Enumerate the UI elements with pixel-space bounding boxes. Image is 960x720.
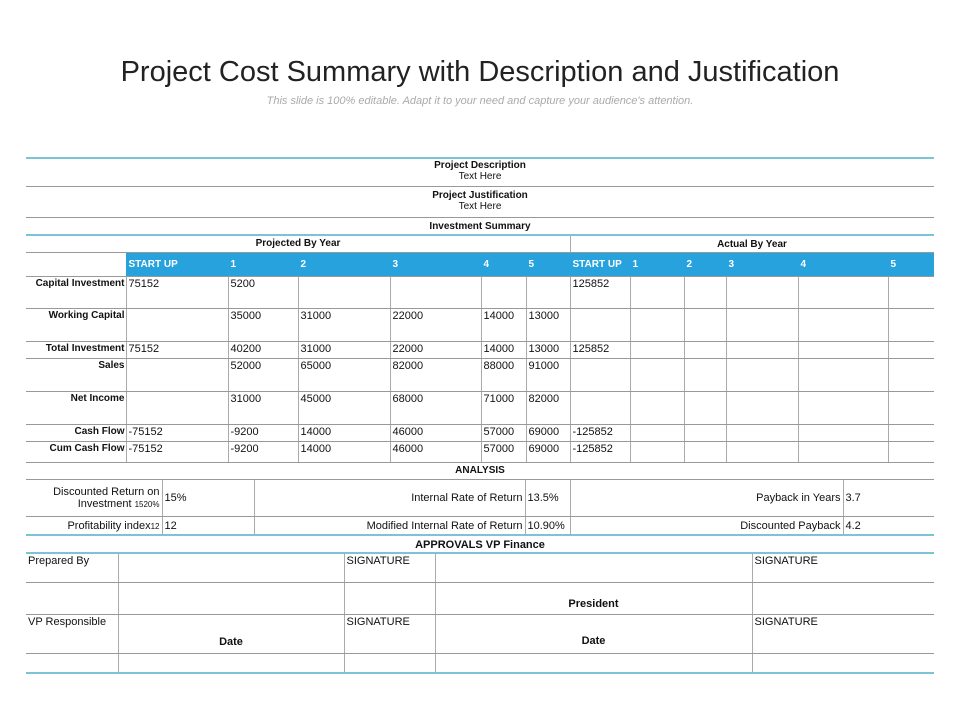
table-cell[interactable]: 69000	[526, 441, 570, 462]
table-cell[interactable]	[726, 341, 798, 358]
investment-summary-heading: Investment Summary	[429, 221, 531, 232]
prepared-by-label: Prepared By	[26, 554, 118, 582]
column-header: START UP	[126, 253, 228, 276]
divider	[570, 236, 571, 253]
pi-label: Profitability index12	[26, 516, 162, 535]
signature-label: SIGNATURE	[752, 554, 934, 582]
justification-label: Project Justification	[432, 190, 528, 201]
table-cell[interactable]	[526, 276, 570, 308]
table-cell[interactable]	[684, 441, 726, 462]
signature-field[interactable]	[435, 554, 752, 582]
table-cell[interactable]	[798, 441, 888, 462]
table-cell[interactable]: 31000	[298, 308, 390, 341]
actual-heading: Actual By Year	[717, 239, 787, 250]
signature-label: SIGNATURE	[344, 554, 435, 582]
table-cell[interactable]: 13000	[526, 341, 570, 358]
table-cell[interactable]: 91000	[526, 358, 570, 391]
column-header: 3	[390, 253, 481, 276]
blank-cell	[752, 582, 934, 614]
table-cell[interactable]	[298, 276, 390, 308]
projected-heading: Projected By Year	[255, 238, 341, 249]
description-label: Project Description	[434, 160, 526, 171]
table-cell[interactable]: 75152	[126, 276, 228, 308]
column-header: 2	[298, 253, 390, 276]
table-cell[interactable]: 125852	[570, 341, 630, 358]
table-cell[interactable]	[726, 276, 798, 308]
column-header: 4	[798, 253, 888, 276]
table-cell[interactable]	[726, 358, 798, 391]
table-cell[interactable]	[888, 308, 934, 341]
table-cell[interactable]: 35000	[228, 308, 298, 341]
table-cell[interactable]	[798, 276, 888, 308]
table-cell[interactable]	[630, 441, 684, 462]
row-label: Cum Cash Flow	[26, 441, 126, 462]
table-cell[interactable]	[726, 308, 798, 341]
table-cell[interactable]: 71000	[481, 391, 526, 424]
row-label: Sales	[26, 358, 126, 391]
table-cell[interactable]	[630, 358, 684, 391]
column-header: 5	[526, 253, 570, 276]
table-cell[interactable]	[630, 424, 684, 441]
table-cell[interactable]: 68000	[390, 391, 481, 424]
table-cell[interactable]: 14000	[481, 341, 526, 358]
table-cell[interactable]: 57000	[481, 441, 526, 462]
table-row	[26, 308, 934, 341]
table-cell[interactable]	[888, 424, 934, 441]
table-cell[interactable]: 88000	[481, 358, 526, 391]
blank-cell	[344, 582, 435, 614]
table-cell[interactable]	[726, 391, 798, 424]
table-cell[interactable]: 5200	[228, 276, 298, 308]
table-cell[interactable]	[390, 276, 481, 308]
table-cell[interactable]	[630, 276, 684, 308]
table-row	[26, 441, 934, 462]
project-justification	[26, 190, 934, 212]
table-cell[interactable]: 14000	[481, 308, 526, 341]
divider	[26, 672, 934, 674]
payback-value[interactable]: 3.7	[843, 480, 934, 516]
column-header: 5	[888, 253, 934, 276]
table-cell[interactable]	[684, 341, 726, 358]
table-cell[interactable]: 65000	[298, 358, 390, 391]
table-row	[26, 424, 934, 441]
analysis-heading: ANALYSIS	[455, 465, 505, 476]
table-cell[interactable]	[126, 308, 228, 341]
payback-label: Payback in Years	[570, 480, 843, 516]
table-cell[interactable]: 31000	[228, 391, 298, 424]
page-subtitle: This slide is 100% editable. Adapt it to your need and capture your audience's attention.	[266, 95, 694, 107]
table-row	[26, 358, 934, 391]
table-cell[interactable]	[570, 308, 630, 341]
table-cell[interactable]: 45000	[298, 391, 390, 424]
table-cell[interactable]	[684, 358, 726, 391]
table-cell[interactable]: 14000	[298, 424, 390, 441]
signature-label: SIGNATURE	[344, 614, 435, 653]
blank-cell	[118, 582, 344, 614]
table-cell[interactable]	[630, 341, 684, 358]
column-header: 1	[228, 253, 298, 276]
table-row	[26, 391, 934, 424]
table-cell[interactable]	[481, 276, 526, 308]
date-label: Date	[118, 614, 344, 653]
divider	[26, 234, 934, 236]
divider	[26, 186, 934, 187]
president-label: President	[435, 582, 752, 614]
table-cell[interactable]: 125852	[570, 276, 630, 308]
table-cell[interactable]: 52000	[228, 358, 298, 391]
table-cell[interactable]	[684, 391, 726, 424]
table-cell[interactable]: -75152	[126, 441, 228, 462]
table-cell[interactable]: -9200	[228, 441, 298, 462]
table-cell[interactable]	[126, 391, 228, 424]
table-cell[interactable]	[684, 308, 726, 341]
table-cell[interactable]: 75152	[126, 341, 228, 358]
blank-cell	[435, 653, 752, 672]
table-cell[interactable]: 69000	[526, 424, 570, 441]
row-label: Net Income	[26, 391, 126, 424]
divider	[26, 534, 934, 536]
project-description	[26, 160, 934, 182]
table-cell[interactable]	[630, 308, 684, 341]
table-cell[interactable]: -125852	[570, 424, 630, 441]
table-row	[26, 341, 934, 358]
blank-cell	[26, 582, 118, 614]
table-cell[interactable]: 22000	[390, 308, 481, 341]
table-cell[interactable]	[798, 341, 888, 358]
date-label: Date	[435, 614, 752, 653]
table-cell[interactable]	[684, 424, 726, 441]
column-header: 1	[630, 253, 684, 276]
table-cell[interactable]	[888, 358, 934, 391]
table-cell[interactable]	[798, 308, 888, 341]
blank-cell	[26, 253, 126, 276]
table-cell[interactable]	[888, 441, 934, 462]
prepared-by-field[interactable]	[118, 554, 344, 582]
table-cell[interactable]	[798, 424, 888, 441]
table-cell[interactable]: 82000	[526, 391, 570, 424]
pi-value[interactable]: 12	[162, 516, 254, 535]
table-cell[interactable]	[798, 358, 888, 391]
page-title: Project Cost Summary with Description and Justification	[120, 56, 840, 88]
dp-value[interactable]: 4.2	[843, 516, 934, 535]
table-cell[interactable]: 40200	[228, 341, 298, 358]
approvals-heading: APPROVALS VP Finance	[415, 539, 545, 551]
mirr-label: Modified Internal Rate of Return	[254, 516, 525, 535]
irr-value[interactable]: 13.5%	[525, 480, 570, 516]
table-cell[interactable]	[726, 441, 798, 462]
table-cell[interactable]: 82000	[390, 358, 481, 391]
table-cell[interactable]	[888, 341, 934, 358]
row-label: Total Investment	[26, 341, 126, 358]
table-cell[interactable]: 22000	[390, 341, 481, 358]
signature-label: SIGNATURE	[752, 614, 934, 653]
table-cell[interactable]	[726, 424, 798, 441]
table-cell[interactable]	[570, 358, 630, 391]
table-cell[interactable]	[570, 391, 630, 424]
blank-cell	[118, 653, 344, 672]
table-cell[interactable]: -125852	[570, 441, 630, 462]
table-cell[interactable]: 14000	[298, 441, 390, 462]
irr-label: Internal Rate of Return	[254, 480, 525, 516]
analysis-table	[26, 480, 934, 536]
table-cell[interactable]	[798, 391, 888, 424]
column-header: 2	[684, 253, 726, 276]
table-cell[interactable]	[684, 276, 726, 308]
column-header: 4	[481, 253, 526, 276]
dro-label: Discounted Return on Investment 1520%	[26, 480, 162, 516]
table-cell[interactable]	[630, 391, 684, 424]
column-header: START UP	[570, 253, 630, 276]
row-label: Working Capital	[26, 308, 126, 341]
justification-text[interactable]: Text Here	[458, 201, 502, 212]
table-row	[26, 276, 934, 308]
column-header: 3	[726, 253, 798, 276]
table-cell[interactable]	[888, 391, 934, 424]
dro-value[interactable]: 15%	[162, 480, 254, 516]
blank-cell	[26, 653, 118, 672]
divider	[26, 217, 934, 218]
dp-label: Discounted Payback	[570, 516, 843, 535]
investment-table	[26, 253, 934, 463]
table-cell[interactable]: 46000	[390, 424, 481, 441]
divider	[26, 157, 934, 159]
row-label: Cash Flow	[26, 424, 126, 441]
table-cell[interactable]: 13000	[526, 308, 570, 341]
description-text[interactable]: Text Here	[458, 171, 502, 182]
table-cell[interactable]: -75152	[126, 424, 228, 441]
vp-responsible-label: VP Responsible	[26, 614, 118, 653]
approvals-table	[26, 554, 934, 673]
table-cell[interactable]: -9200	[228, 424, 298, 441]
table-cell[interactable]	[888, 276, 934, 308]
mirr-value[interactable]: 10.90%	[525, 516, 570, 535]
blank-cell	[752, 653, 934, 672]
table-cell[interactable]: 57000	[481, 424, 526, 441]
row-label: Capital Investment	[26, 276, 126, 308]
table-cell[interactable]: 31000	[298, 341, 390, 358]
blank-cell	[344, 653, 435, 672]
table-cell[interactable]	[126, 358, 228, 391]
table-cell[interactable]: 46000	[390, 441, 481, 462]
